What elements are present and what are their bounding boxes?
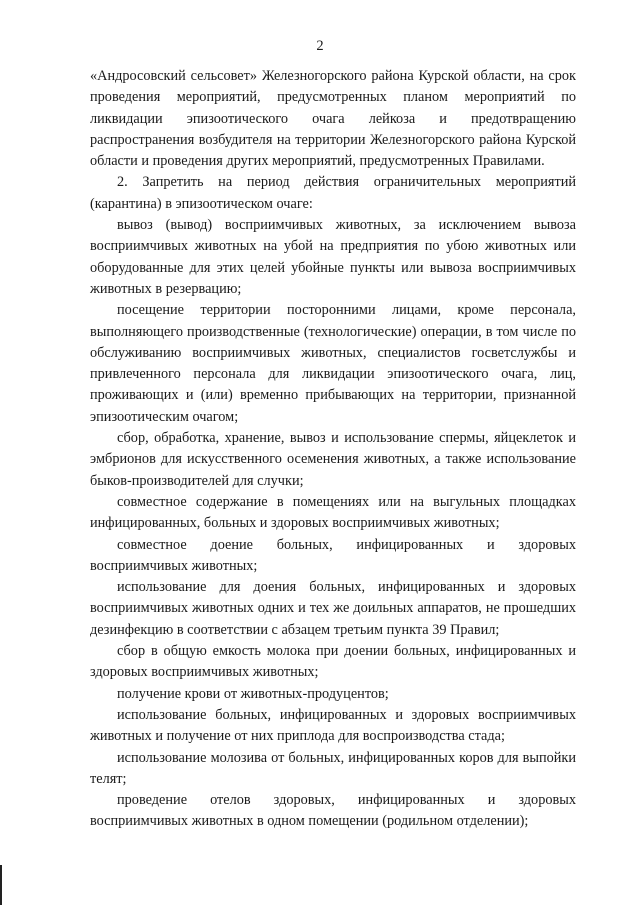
paragraph-blood-ban: получение крови от животных-продуцентов; bbox=[117, 685, 389, 702]
paragraph-breeding-ban: использование больных, инфицированных и здоровых восприимчивых животных и получение от них приплода для воспроизводства стада; bbox=[90, 706, 576, 745]
paragraph-export-ban: вывоз (вывод) восприимчивых животных, за исключением вывоза восприимчивых животных на убой на предприятия по убою животных или оборудованные для этих целей убойные пункты или вывоза восприимчивых животных в резервацию; bbox=[90, 217, 576, 297]
paragraph-item-2: 2. Запретить на период действия ограничительных мероприятий (карантина) в эпизоотическом очаге: bbox=[90, 174, 576, 212]
paragraph-semen-ban: сбор, обработка, хранение, вывоз и использование спермы, яйцеклеток и эмбрионов для искусственного осеменения животных, а также использование быков-производителей для случки; bbox=[90, 430, 576, 489]
page-number: 2 bbox=[316, 38, 324, 54]
paragraph-visit-ban: посещение территории посторонними лицами, кроме персонала, выполняющего производственные (технологические) операции, в том числе по обслуживанию восприимчивых животных, специалистов госветслужбы и привлеченного персонала для ликвидации эпизоотического очага, лиц, проживающих и (или) временно прибывающих на территории, признанной эпизоотическим очагом; bbox=[90, 302, 576, 425]
paragraph-continuation: «Андросовский сельсовет» Железногорского района Курской области, на срок проведения мероприятий, предусмотренных планом мероприятий по ликвидации эпизоотического очага лейкоза и предотвращению распространения возбудителя на территории Железногорского района Курской области и проведения других мероприятий, предусмотренных Правилами. bbox=[90, 68, 576, 170]
paragraph-milking-equipment-ban: использование для доения больных, инфицированных и здоровых восприимчивых животных одних и тех же доильных аппаратов, не прошедших дезинфекцию в соответствии с абзацем третьим пункта 39 Правил; bbox=[90, 579, 576, 638]
scan-edge-mark bbox=[0, 865, 2, 905]
paragraph-milk-collection-ban: сбор в общую емкость молока при доении больных, инфицированных и здоровых восприимчивых животных; bbox=[90, 643, 576, 681]
paragraph-joint-milking-ban: совместное доение больных, инфицированных и здоровых восприимчивых животных; bbox=[90, 536, 576, 574]
document-body bbox=[90, 66, 576, 833]
paragraph-calving-ban: проведение отелов здоровых, инфицированных и здоровых восприимчивых животных в одном помещении (родильном отделении); bbox=[90, 792, 576, 830]
paragraph-joint-housing-ban: совместное содержание в помещениях или на выгульных площадках инфицированных, больных и здоровых восприимчивых животных; bbox=[90, 493, 576, 532]
paragraph-colostrum-ban: использование молозива от больных, инфицированных коров для выпойки телят; bbox=[90, 749, 576, 787]
